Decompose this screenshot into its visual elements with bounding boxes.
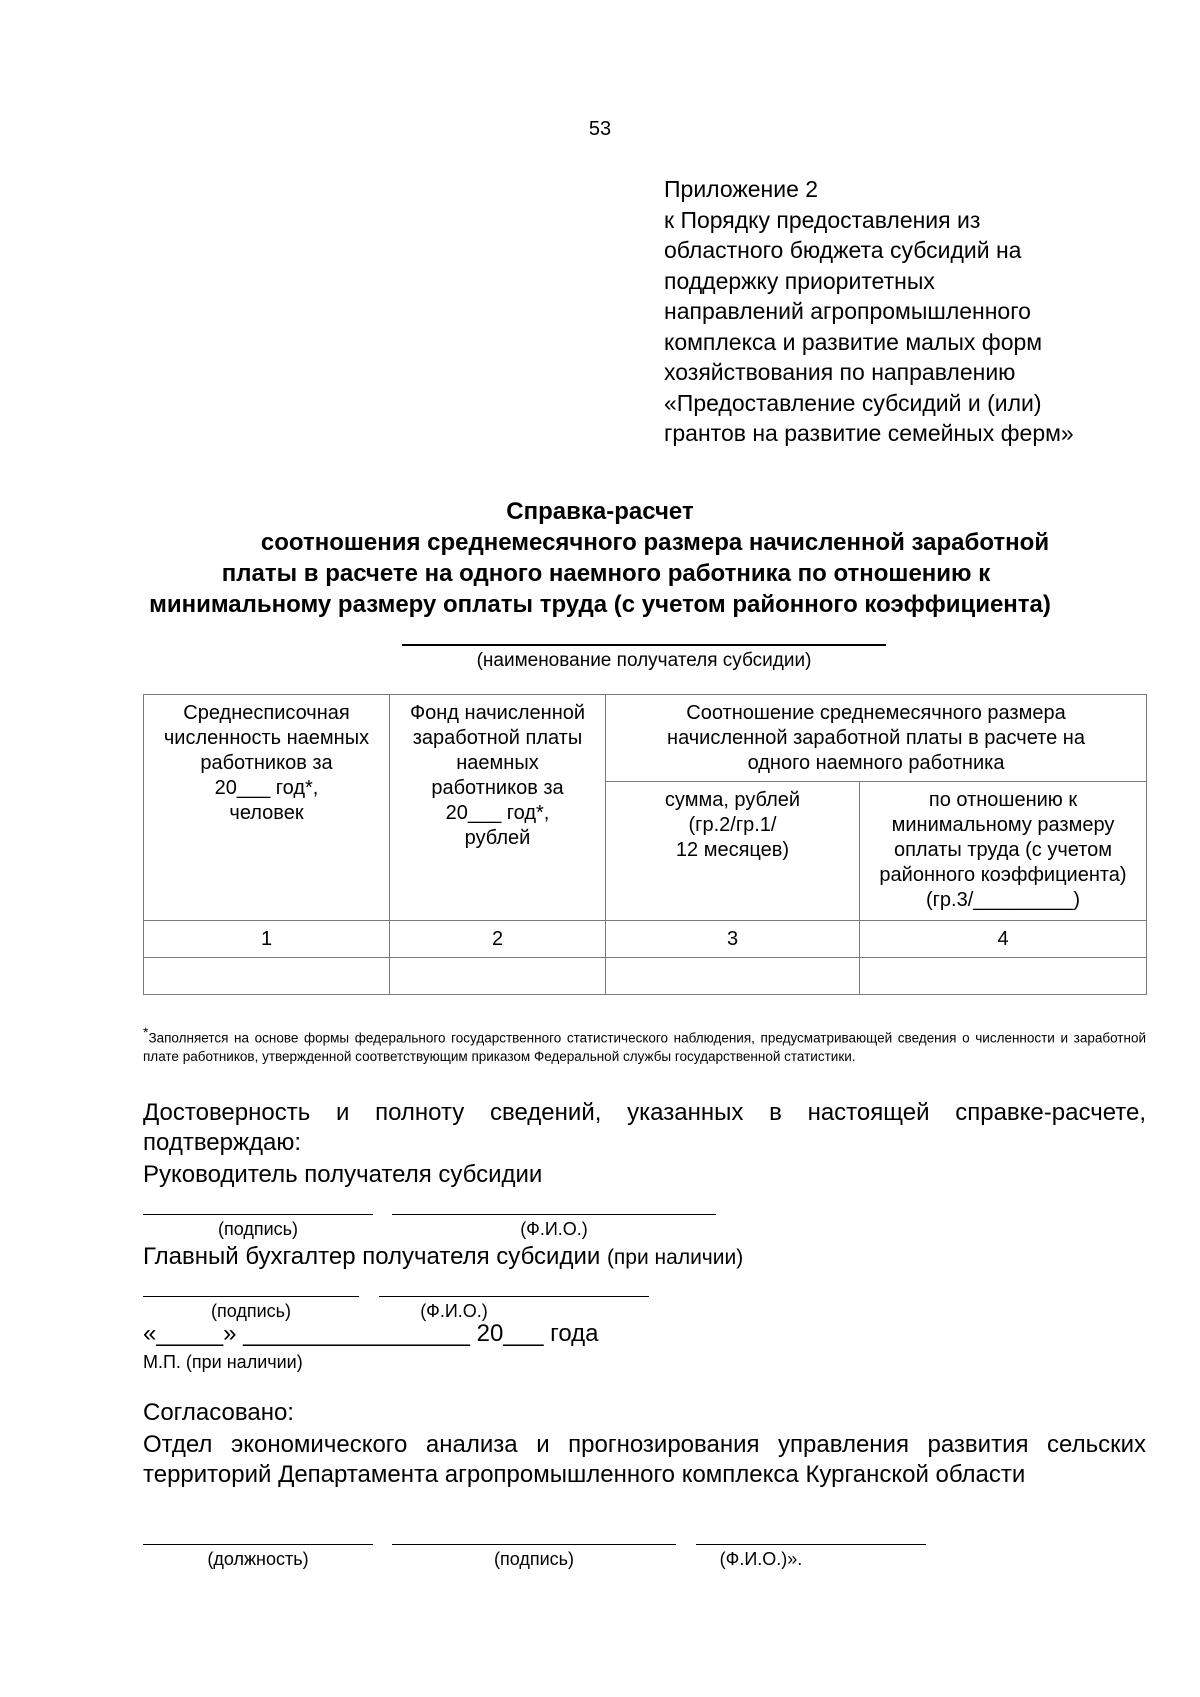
recipient-name-line[interactable] [402, 644, 886, 646]
appendix-line: хозяйствования по направлению [664, 359, 1016, 385]
accountant-label: Главный бухгалтер получателя субсидии (при наличии) [143, 1243, 744, 1270]
fio-caption: (Ф.И.О.)». [719, 1549, 803, 1569]
title-line: платы в расчете на одного наемного работника по отношению к [221, 560, 991, 587]
head-signature-line[interactable] [143, 1214, 373, 1215]
header-wage-fund: Фонд начисленной заработной платы наемных работников за 20___ год*, рублей [390, 695, 606, 921]
date-line[interactable]: «_____» _________________ 20___ года [143, 1320, 599, 1347]
appendix-reference [664, 174, 1184, 449]
footnote [143, 1023, 1146, 1066]
signature-caption: (подпись) [210, 1301, 292, 1321]
approver-signature-line[interactable] [392, 1544, 676, 1545]
calculation-table [143, 694, 1147, 995]
table-cell-value[interactable] [860, 958, 1147, 995]
confirmation-text [143, 1098, 1146, 1158]
department-text: Отдел экономического анализа и прогнозирования управления развития сельских территорий Департамента агропромышленного комплекса Курганской области [143, 1431, 1146, 1488]
signature-caption: (подпись) [493, 1549, 575, 1569]
signature-caption: (подпись) [217, 1219, 299, 1239]
appendix-line: поддержку приоритетных [664, 267, 935, 294]
confirmation-line: подтверждаю: [143, 1129, 302, 1156]
title-line: соотношения среднемесячного размера начисленной заработной [260, 529, 1050, 556]
appendix-line: грантов на развитие семейных ферм» [664, 420, 1074, 446]
approver-fio-line[interactable] [696, 1544, 926, 1545]
appendix-line: «Предоставление субсидий и (или) [664, 389, 1042, 416]
appendix-line: областного бюджета субсидий на [664, 237, 1022, 263]
column-number: 1 [144, 921, 390, 958]
header-sum-rubles: сумма, рублей (гр.2/гр.1/ 12 месяцев) [606, 782, 860, 921]
footnote-mark: * [143, 1024, 149, 1040]
document-title [0, 496, 1200, 620]
footnote-text: Заполняется на основе формы федерального государственного статистического наблюдения, предусматривающей сведения о численности и заработной плате работников, утвержденной соответствующим приказом Федеральной службы государственной статистики. [143, 1030, 1146, 1064]
appendix-line: направлений агропромышленного [664, 298, 1031, 324]
position-caption: (должность) [207, 1549, 309, 1569]
header-ratio-group: Соотношение среднемесячного размера начисленной заработной платы в расчете на одного наемного работника [606, 695, 1147, 782]
header-ratio-to-minimum-wage: по отношению к минимальному размеру оплаты труда (с учетом районного коэффициента) (гр.3/_________) [860, 782, 1147, 921]
appendix-line: Приложение 2 [664, 176, 819, 202]
table-cell-value[interactable] [390, 958, 606, 995]
column-number: 3 [606, 921, 860, 958]
fio-caption: (Ф.И.О.) [420, 1301, 488, 1321]
fio-caption: (Ф.И.О.) [520, 1219, 588, 1239]
accountant-signature-line[interactable] [143, 1296, 359, 1297]
column-number: 2 [390, 921, 606, 958]
title-line: Справка-расчет [506, 498, 694, 525]
table-cell-value[interactable] [144, 958, 390, 995]
column-number: 4 [860, 921, 1147, 958]
stamp-note: М.П. (при наличии) [143, 1352, 303, 1372]
recipient-caption: (наименование получателя субсидии) [476, 650, 812, 671]
table-cell-value[interactable] [606, 958, 860, 995]
position-line[interactable] [143, 1544, 373, 1545]
accountant-fio-line[interactable] [379, 1296, 649, 1297]
header-avg-headcount: Среднесписочная численность наемных работников за 20___ год*, человек [144, 695, 390, 921]
confirmation-line: Достоверность и полноту сведений, указанных в настоящей справке-расчете, [143, 1099, 1146, 1126]
appendix-line: комплекса и развитие малых форм [664, 328, 1043, 355]
appendix-line: к Порядку предоставления из [664, 206, 981, 233]
head-label: Руководитель получателя субсидии [143, 1161, 543, 1188]
head-fio-line[interactable] [392, 1214, 716, 1215]
page-number: 53 [588, 118, 612, 140]
title-line: минимальному размеру оплаты труда (с учетом районного коэффициента) [149, 591, 1051, 618]
accountant-note: (при наличии) [606, 1246, 744, 1269]
agreed-label: Согласовано: [143, 1399, 294, 1426]
